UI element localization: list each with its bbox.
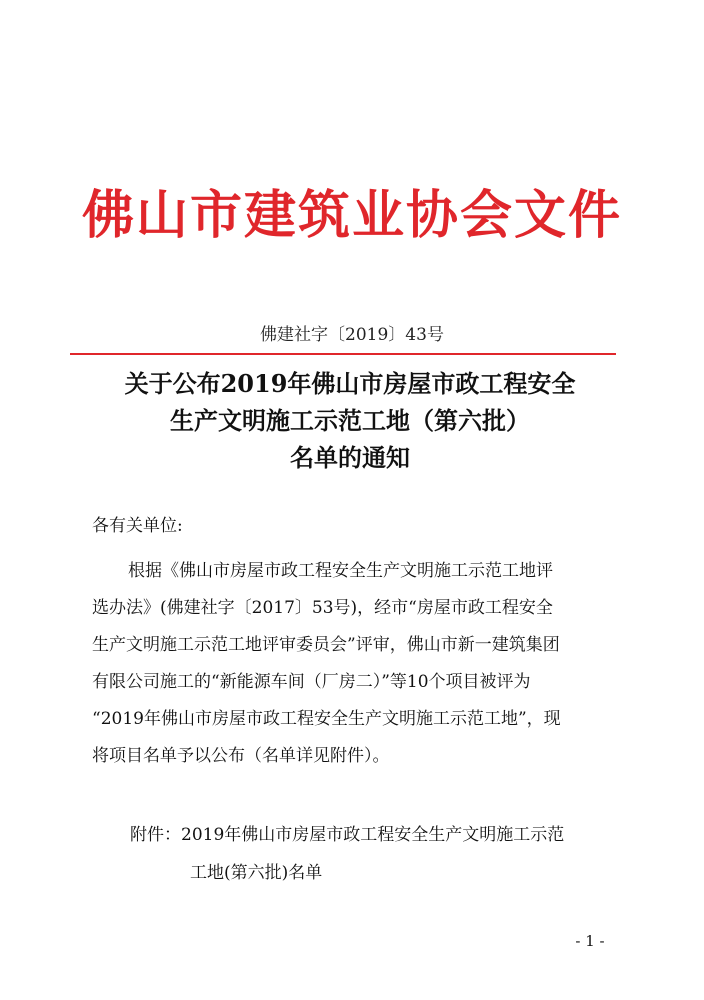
salutation: 各有关单位: — [92, 516, 183, 536]
body-paragraph — [92, 553, 622, 775]
paragraph-line: 有限公司施工的“新能源车间（厂房二）”等10个项目被评为 — [92, 672, 531, 692]
title-line: 名单的通知 — [290, 443, 410, 472]
paragraph-line: “2019年佛山市房屋市政工程安全生产文明施工示范工地”，现 — [92, 709, 561, 729]
attachment-line: 工地(第六批)名单 — [190, 863, 323, 883]
attachment-note — [130, 816, 630, 892]
page-number: - 1 - — [575, 932, 605, 950]
title-line: 生产文明施工示范工地（第六批） — [170, 406, 530, 435]
paragraph-line: 选办法》(佛建社字〔2017〕53号)，经市“房屋市政工程安全 — [92, 598, 553, 618]
red-divider-rule — [70, 353, 616, 355]
title-line: 关于公布2019年佛山市房屋市政工程安全 — [124, 369, 576, 398]
document-title — [80, 365, 620, 476]
paragraph-line: 根据《佛山市房屋市政工程安全生产文明施工示范工地评 — [128, 561, 553, 581]
masthead-title: 佛山市建筑业协会文件 — [81, 186, 622, 246]
paragraph-line: 将项目名单予以公布（名单详见附件）。 — [92, 746, 390, 766]
attachment-line: 附件：2019年佛山市房屋市政工程安全生产文明施工示范 — [130, 825, 565, 845]
paragraph-line: 生产文明施工示范工地评审委员会”评审，佛山市新一建筑集团 — [92, 635, 560, 655]
document-number: 佛建社字〔2019〕43号 — [260, 325, 444, 345]
